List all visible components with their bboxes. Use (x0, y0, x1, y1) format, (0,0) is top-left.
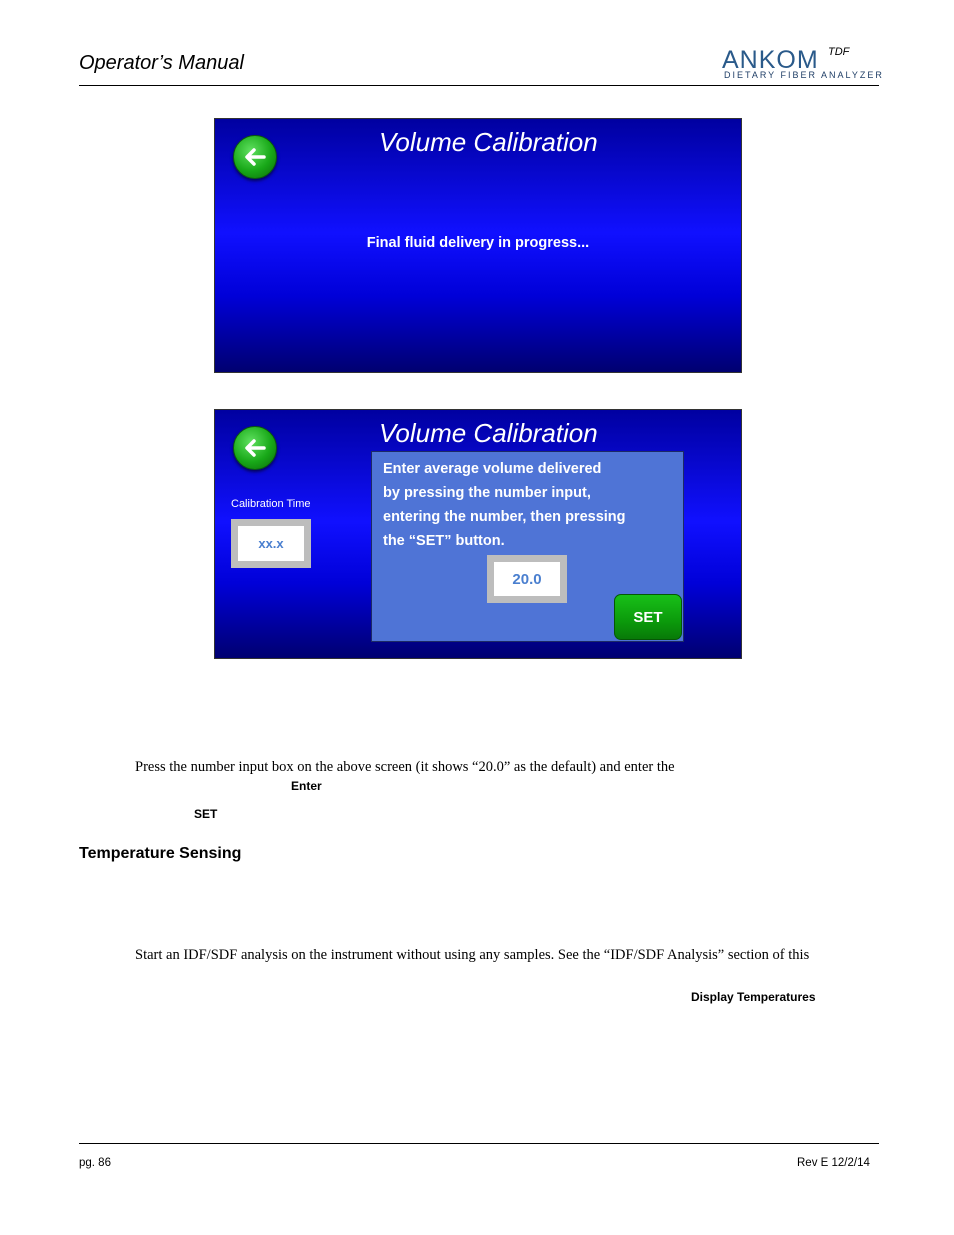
set-button[interactable]: SET (614, 594, 682, 640)
set-key-label: SET (194, 807, 218, 821)
volume-entry-dialog (371, 451, 684, 642)
arrow-left-icon (242, 435, 268, 461)
progress-message: Final fluid delivery in progress... (366, 235, 590, 251)
dialog-instructions (383, 457, 673, 553)
logo-superscript: TDF (828, 46, 850, 58)
analysis-paragraph: Start an IDF/SDF analysis on the instrument without using any samples. See the “IDF/SDF Analysis” section of this (135, 947, 810, 963)
instruction-line: entering the number, then pressing (383, 509, 626, 525)
arrow-left-icon (242, 144, 268, 170)
instruction-line: the “SET” button. (383, 533, 505, 549)
logo-wordmark: ANKOM (722, 46, 819, 74)
calibration-time-field[interactable] (231, 519, 311, 568)
enter-key-label: Enter (291, 779, 322, 793)
revision-label: Rev E 12/2/14 (797, 1157, 870, 1169)
screen-title: Volume Calibration (379, 418, 598, 448)
display-temperatures-label: Display Temperatures (691, 990, 816, 1004)
header-divider (79, 85, 879, 86)
screen-title: Volume Calibration (379, 127, 598, 157)
calibration-time-label: Calibration Time (231, 498, 311, 510)
back-button[interactable] (233, 426, 277, 470)
logo-tagline: DIETARY FIBER ANALYZER (724, 70, 884, 80)
ankom-logo (722, 44, 884, 84)
volume-calibration-entry-screen (214, 409, 742, 659)
volume-number-input[interactable] (487, 555, 567, 603)
volume-number-value: 20.0 (494, 562, 560, 596)
volume-calibration-progress-screen (214, 118, 742, 373)
footer-divider (79, 1143, 879, 1144)
instruction-line: Enter average volume delivered (383, 461, 602, 477)
calibration-time-value: xx.x (238, 526, 304, 561)
back-button[interactable] (233, 135, 277, 179)
instruction-paragraph: Press the number input box on the above screen (it shows “20.0” as the default) and enter the (135, 759, 675, 775)
section-heading: Temperature Sensing (79, 845, 242, 862)
instruction-line: by pressing the number input, (383, 485, 591, 501)
document-header-title: Operator’s Manual (79, 52, 244, 74)
page-number: pg. 86 (79, 1157, 111, 1169)
